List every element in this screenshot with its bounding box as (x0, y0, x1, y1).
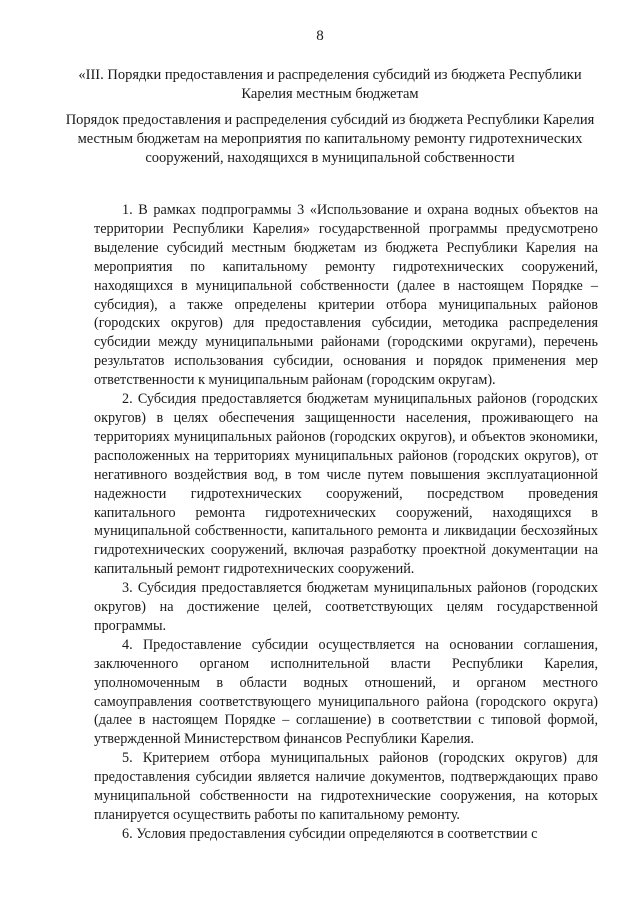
document-body (94, 201, 598, 844)
page-number: 8 (316, 28, 324, 44)
paragraph-2: 2. Субсидия предоставляется бюджетам муниципальных районов (городских округов) в целях обеспечения защищенности населения, проживающего на территориях муниципальных районов (городских округов), и объектов экономики, расположенных на территориях муниципальных районов (городских округов), от негативного воздействия вод, в том числе путем повышения эксплуатационной надежности гидротехнических сооружений, посредством проведения капитального ремонта гидротехнических сооружений, находящихся в муниципальной собственности, капитального ремонта и ликвидации бесхозяйных гидротехнических сооружений, включая разработку проектной документации на капитальный ремонт гидротехнических сооружений. (94, 391, 598, 578)
paragraph-6: 6. Условия предоставления субсидии определяются в соответствии с (122, 825, 538, 842)
procedure-title: Порядок предоставления и распределения субсидий из бюджета Республики Карелия местным бюджетам на мероприятия по капитальному ремонту гидротехнических сооружений, находящихся в муниципальной собственности (65, 112, 595, 166)
paragraph-4: 4. Предоставление субсидии осуществляется на основании соглашения, заключенного органом исполнительной власти Республики Карелия, уполномоченным в области водных отношений, и органом местного самоуправления соответствующего муниципального района (городского округа) (далее в настоящем Порядке – соглашение) в соответствии с типовой формой, утвержденной Министерством финансов Республики Карелия. (94, 636, 598, 748)
paragraph-1: 1. В рамках подпрограммы 3 «Использование и охрана водных объектов на территории Республики Карелия» государственной программы предусмотрено выделение субсидий местным бюджетам из бюджета Республики Карелия на мероприятия по капитальному ремонту гидротехнических сооружений, находящихся в муниципальной собственности (далее в настоящем Порядке – субсидия), а также определены критерии отбора муниципальных районов (городских округов) для предоставления субсидии, методика распределения субсидии между муниципальными районами (городскими округами), перечень результатов использования субсидии, основания и порядок применения мер ответственности к муниципальным районам (городским округам). (94, 202, 598, 389)
paragraph-5: 5. Критерием отбора муниципальных районов (городских округов) для предоставления субсидии является наличие документов, подтверждающих право муниципальной собственности на гидротехнические сооружения, на которых планируется осуществить работы по капитальному ремонту. (94, 750, 598, 823)
paragraph-3: 3. Субсидия предоставляется бюджетам муниципальных районов (городских округов) на достижение целей, соответствующих целям государственной программы. (94, 580, 598, 634)
section-heading: «III. Порядки предоставления и распределения субсидий из бюджета Республики Карелия местным бюджетам (78, 67, 582, 102)
